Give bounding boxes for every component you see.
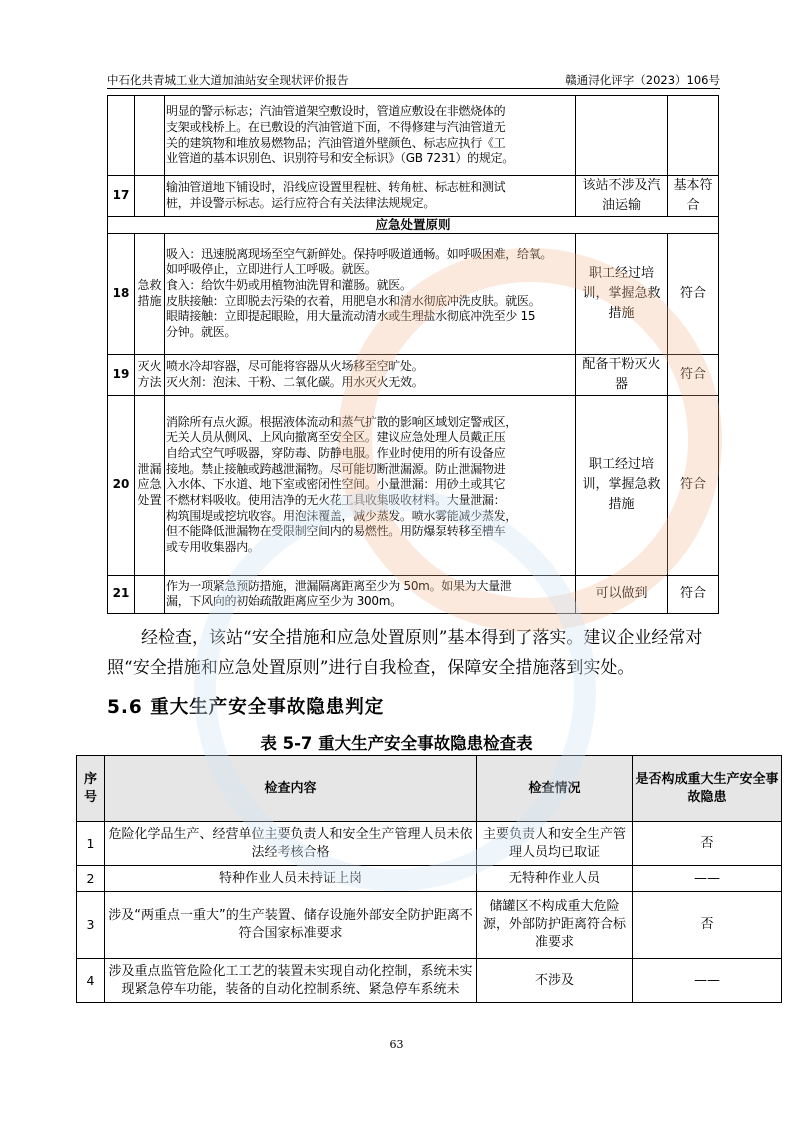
row-category [135,176,165,217]
row-result: 否 [633,892,782,959]
row-content: 作为一项紧急预防措施，泄漏隔离距离至少为 50m。如果为大量泄 漏，下风向的初始疏散距离应至少为 300m。 [165,575,576,613]
summary-paragraph [107,623,718,683]
table-row [108,575,719,613]
row-content: 喷水冷却容器，尽可能将容器从火场移至空旷处。 灭火剂：泡沫、干粉、二氧化碳。用水灭火无效。 [165,354,576,395]
row-content: 明显的警示标志；汽油管道架空敷设时，管道应敷设在非燃烧体的 支架或栈桥上。在已敷设的汽油管道下面，不得修建与汽油管道无 关的建筑物和堆放易燃物品；汽油管道外壁颜色、标志应执行《工 业管道的基本识别色、识别符号和安全标识》（GB 7231）的规定。 [165,96,576,176]
row-status: 无特种作业人员 [477,866,633,892]
page-number: 63 [389,1038,404,1051]
row-number: 21 [108,575,135,613]
row-status: 主要负责人和安全生产管理人员均已取证 [477,822,633,866]
row-number: 1 [77,822,105,866]
row-number: 3 [77,892,105,959]
table-header-row [77,756,782,822]
row-check: 可以做到 [576,575,668,613]
row-content: 涉及“两重点一重大”的生产装置、储存设施外部安全防护距离不符合国家标准要求 [105,892,477,959]
row-check: 职工经过培训，掌握急救措施 [576,233,668,354]
row-category [135,575,165,613]
table-row [77,959,782,1003]
table-row [77,866,782,892]
column-header-number: 序号 [77,756,105,822]
row-check: 职工经过培训，掌握急救措施 [576,395,668,575]
table-row [77,822,782,866]
header-document-number: 赣通浔化评字（2023）106号 [565,73,720,87]
row-content: 吸入：迅速脱离现场至空气新鲜处。保持呼吸道通畅。如呼吸困难，给氧。 如呼吸停止，立即进行人工呼吸。就医。 食入：给饮牛奶或用植物油洗胃和灌肠。就医。 皮肤接触：立即脱去污染的衣着，用肥皂水和清水彻底冲洗皮肤。就医。 眼睛接触：立即提起眼睑，用大量流动清水或生理盐水彻底冲洗至少 15 分钟。就医。 [165,233,576,354]
header-report-title: 中石化共青城工业大道加油站安全现状评价报告 [107,73,349,87]
column-header-status: 检查情况 [477,756,633,822]
safety-measures-table [107,95,719,614]
row-result: 符合 [668,233,719,354]
major-hazard-table [76,755,782,1003]
row-content: 消除所有点火源。根据液体流动和蒸气扩散的影响区域划定警戒区， 无关人员从侧风、上风向撤离至安全区。建议应急处理人员戴正压 自给式空气呼吸器，穿防毒、防静电服。作业时使用的所有设备应 接地。禁止接触或跨越泄漏物。尽可能切断泄漏源。防止泄漏物进 入水体、下水道、地下室或密闭性空间。小量泄漏：用砂土或其它 不燃材料吸收。使用洁净的无火花工具收集吸收材料。大量泄漏： 构筑围堤或挖坑收容。用泡沫覆盖，减少蒸发。喷水雾能减少蒸发， 但不能降低泄漏物在受限制空间内的易燃性。用防爆泵转移至槽车 或专用收集器内。 [165,395,576,575]
row-category: 灭火方法 [135,354,165,395]
row-number: 17 [108,176,135,217]
row-check: 该站不涉及汽油运输 [576,176,668,217]
table-row [108,233,719,354]
page-header [107,70,720,88]
row-category: 急救措施 [135,233,165,354]
row-number: 18 [108,233,135,354]
column-header-content: 检查内容 [105,756,477,822]
row-status: 不涉及 [477,959,633,1003]
row-check [576,96,668,176]
row-number: 4 [77,959,105,1003]
row-check: 配备干粉灭火器 [576,354,668,395]
row-result: 符合 [668,575,719,613]
row-content: 特种作业人员未持证上岗 [105,866,477,892]
row-category [135,96,165,176]
row-result: 否 [633,822,782,866]
section-row [108,217,719,234]
row-result [668,96,719,176]
table-caption: 表 5-7 重大生产安全事故隐患检查表 [260,734,533,753]
row-number: 20 [108,395,135,575]
row-result: 符合 [668,354,719,395]
row-result: 符合 [668,395,719,575]
row-content: 涉及重点监管危险化工工艺的装置未实现自动化控制，系统未实现紧急停车功能，装备的自动化控制系统、紧急停车系统未 [105,959,477,1003]
table-row [108,176,719,217]
row-content: 危险化学品生产、经营单位主要负责人和安全生产管理人员未依法经考核合格 [105,822,477,866]
table-row [108,354,719,395]
row-result: —— [633,866,782,892]
table-row [77,892,782,959]
row-number [108,96,135,176]
table-row [108,96,719,176]
column-header-result: 是否构成重大生产安全事故隐患 [633,756,782,822]
row-result: —— [633,959,782,1003]
section-title: 应急处置原则 [108,217,719,234]
row-status: 储罐区不构成重大危险源，外部防护距离符合标准要求 [477,892,633,959]
row-content: 输油管道地下铺设时，沿线应设置里程桩、转角桩、标志桩和测试 桩，并设警示标志。运行应符合有关法律法规规定。 [165,176,576,217]
summary-text: 经检查，该站“安全措施和应急处置原则”基本得到了落实。建议企业经常对照“安全措施和应急处置原则”进行自我检查，保障安全措施落到实处。 [107,628,703,678]
row-number: 19 [108,354,135,395]
row-result: 基本符合 [668,176,719,217]
row-number: 2 [77,866,105,892]
table-row [108,395,719,575]
section-heading: 5.6 重大生产安全事故隐患判定 [107,697,385,718]
header-rule [107,88,720,89]
row-category: 泄漏应急处置 [135,395,165,575]
